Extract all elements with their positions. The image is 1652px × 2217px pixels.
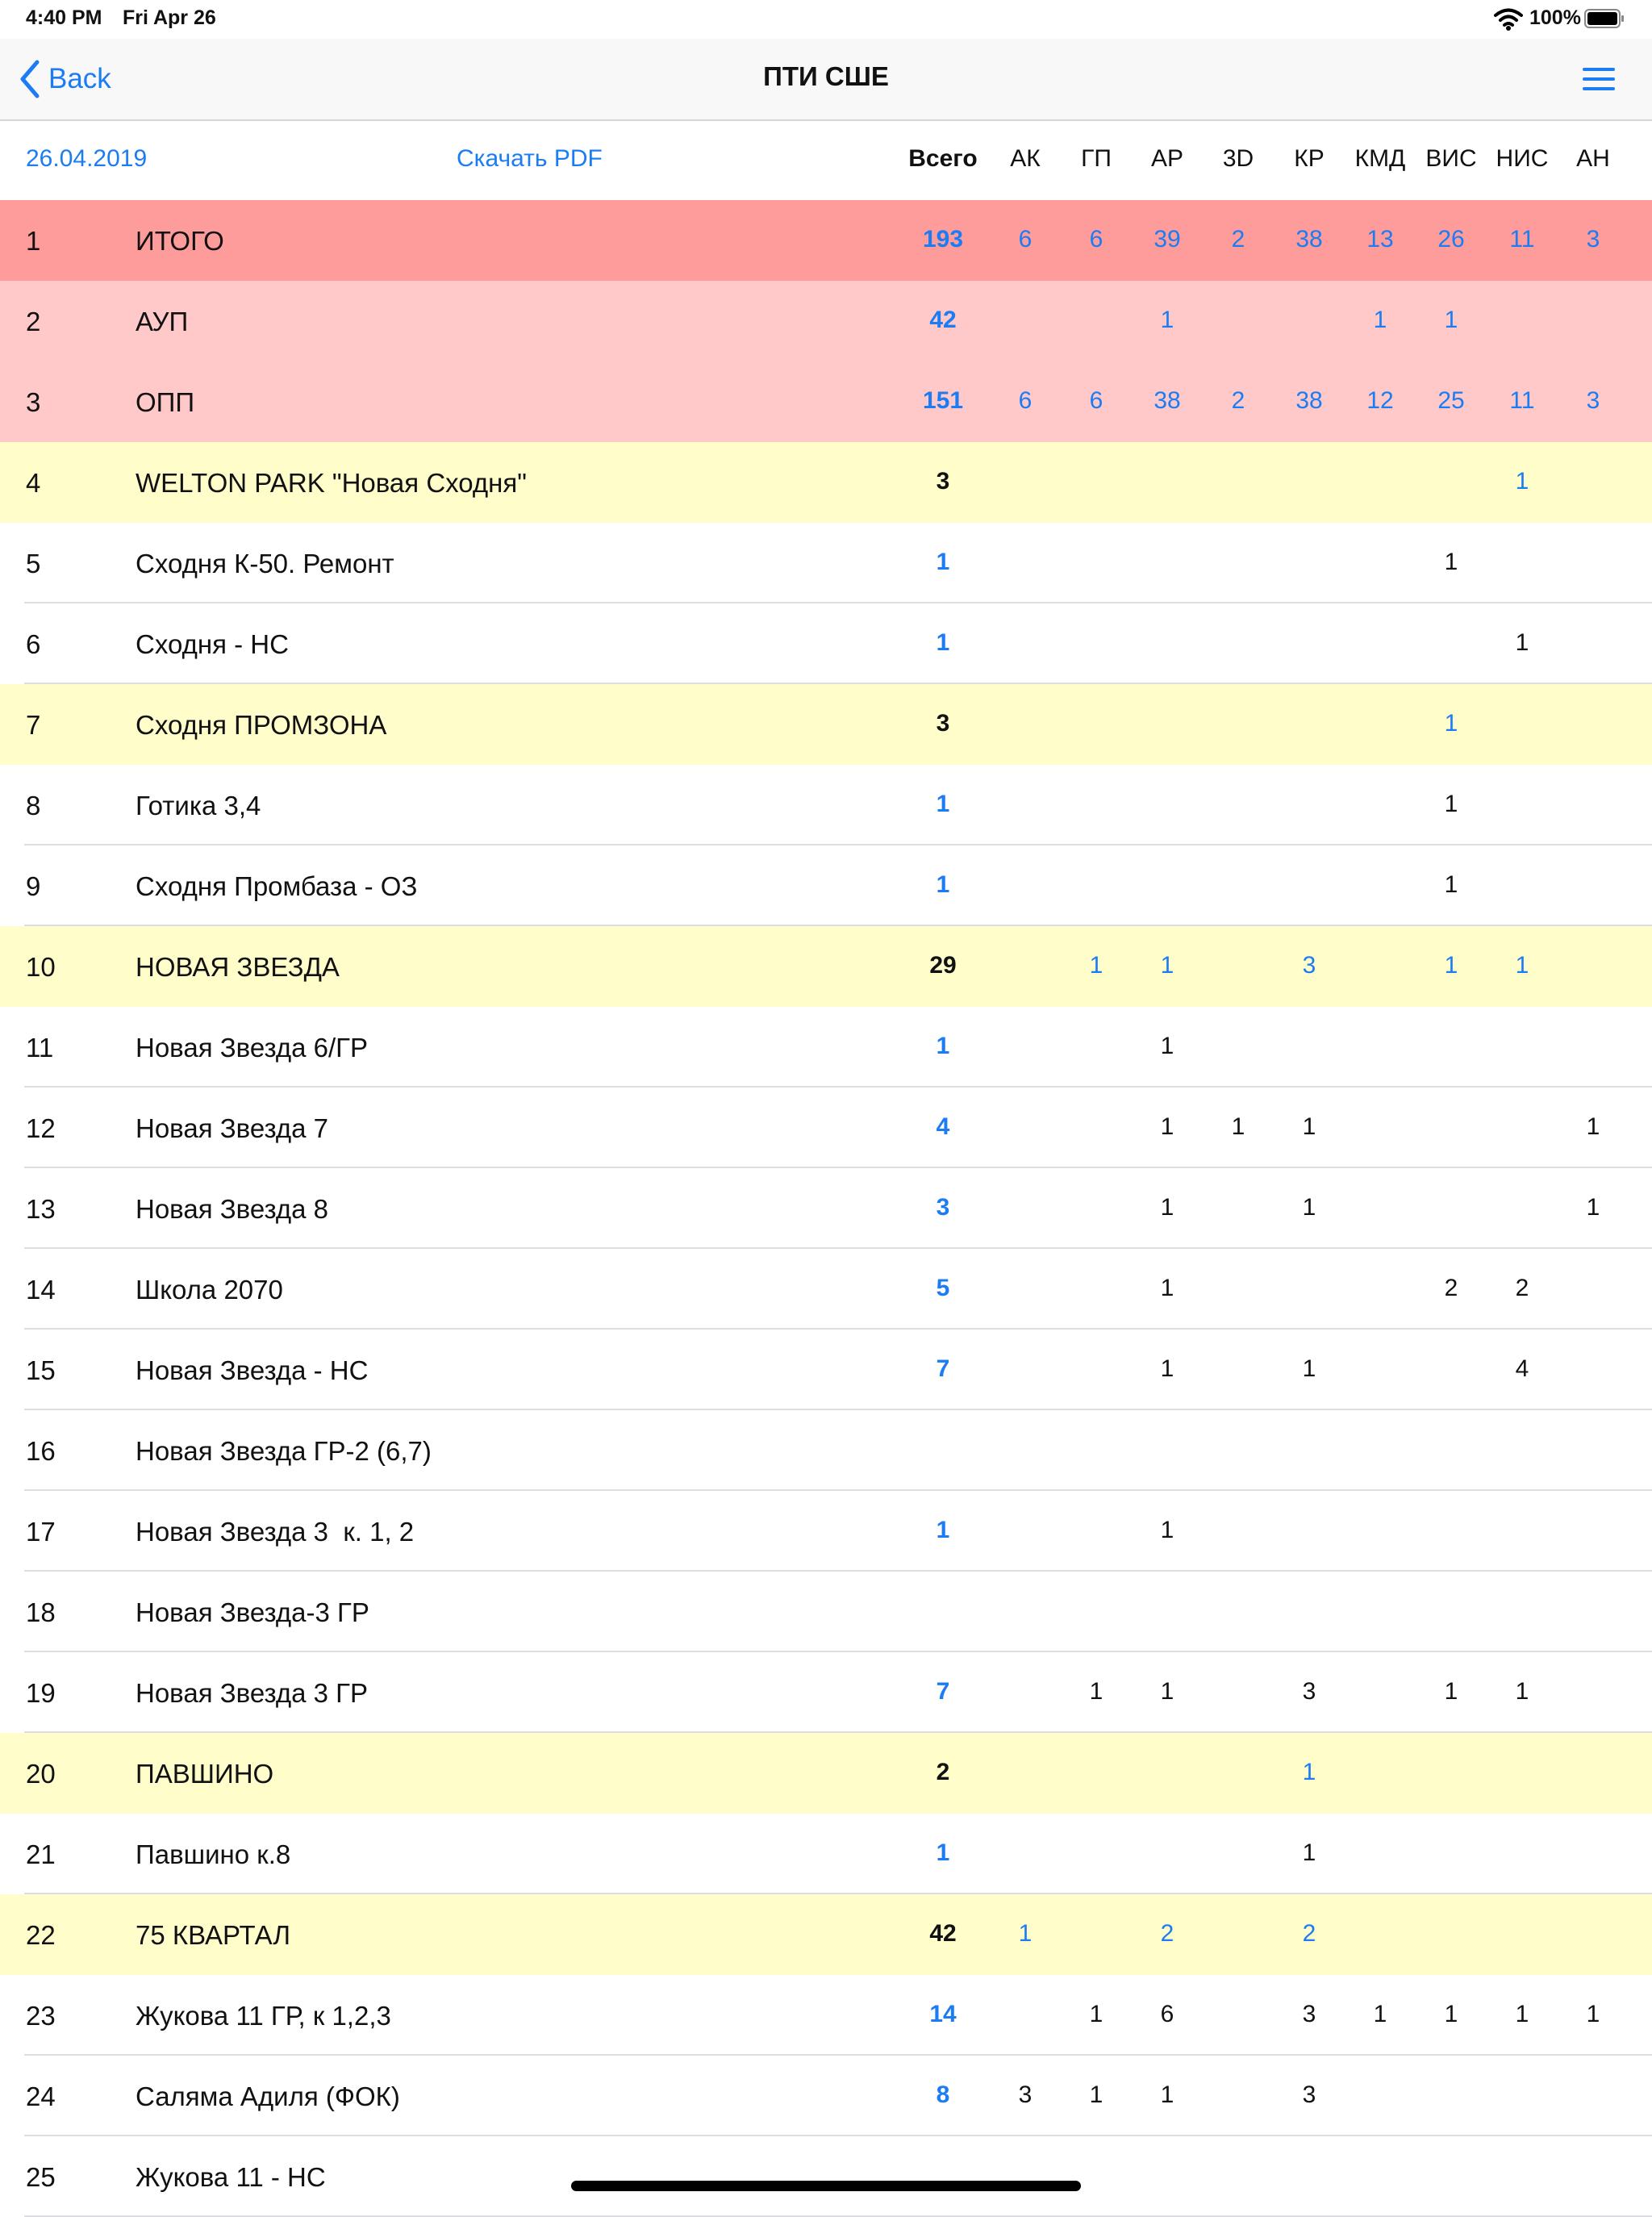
table-row[interactable]: [0, 1410, 1652, 1491]
cell-total[interactable]: 8: [936, 2081, 950, 2108]
download-pdf-link[interactable]: Скачать PDF: [457, 145, 603, 172]
cell-nis: 1: [1515, 629, 1529, 656]
table-row[interactable]: [0, 1007, 1652, 1088]
cell-vis: 1: [1444, 2001, 1458, 2027]
row-number: 1: [26, 226, 41, 256]
cell-nis[interactable]: 1: [1515, 468, 1529, 495]
table-row[interactable]: [0, 1814, 1652, 1894]
table-row[interactable]: [0, 1975, 1652, 2056]
cell-nis[interactable]: 11: [1509, 387, 1535, 414]
cell-ak[interactable]: 6: [1018, 226, 1032, 253]
cell-total[interactable]: 7: [936, 1355, 950, 1382]
cell-gp[interactable]: 6: [1089, 226, 1103, 253]
row-number: 17: [26, 1517, 56, 1547]
table-row[interactable]: [0, 1652, 1652, 1733]
cell-total[interactable]: 3: [936, 468, 950, 495]
cell-total[interactable]: 14: [929, 2001, 957, 2027]
table-row[interactable]: [0, 200, 1652, 281]
column-header-kmd: КМД: [1354, 145, 1406, 172]
date-selector[interactable]: 26.04.2019: [26, 145, 148, 172]
table-row[interactable]: [0, 1168, 1652, 1249]
row-name: ПАВШИНО: [136, 1759, 274, 1789]
cell-gp[interactable]: 1: [1089, 952, 1103, 979]
column-header-an: АН: [1576, 145, 1610, 172]
cell-ar[interactable]: 1: [1160, 952, 1174, 979]
table-row[interactable]: [0, 2136, 1652, 2217]
cell-kr: 3: [1302, 2081, 1316, 2108]
row-number: 6: [26, 629, 41, 659]
row-name: Саляма Адиля (ФОК): [136, 2081, 400, 2111]
cell-total[interactable]: 1: [936, 1033, 950, 1059]
cell-an: 1: [1586, 1194, 1600, 1221]
cell-total[interactable]: 1: [936, 1839, 950, 1866]
cell-an[interactable]: 3: [1586, 226, 1600, 253]
row-number: 25: [26, 2162, 56, 2192]
row-number: 16: [26, 1436, 56, 1466]
row-name: Жукова 11 ГР, к 1,2,3: [136, 2001, 391, 2031]
table-row[interactable]: [0, 1491, 1652, 1572]
wifi-icon: [1494, 8, 1523, 31]
cell-kr[interactable]: 38: [1295, 387, 1323, 414]
table-row[interactable]: [0, 1733, 1652, 1814]
cell-total[interactable]: 3: [936, 1194, 950, 1221]
table-row[interactable]: [0, 523, 1652, 603]
table-row[interactable]: [0, 442, 1652, 523]
status-time: 4:40 PM: [26, 6, 102, 29]
row-name: Сходня Промбаза - ОЗ: [136, 871, 418, 901]
column-header-nis: НИС: [1496, 145, 1549, 172]
table-row[interactable]: [0, 765, 1652, 845]
table-row[interactable]: [0, 1894, 1652, 1975]
row-number: 8: [26, 791, 41, 820]
row-name: Новая Звезда ГР-2 (6,7): [136, 1436, 432, 1466]
row-name: Новая Звезда 8: [136, 1194, 328, 1224]
back-label: Back: [48, 63, 111, 94]
table-header: [0, 121, 1652, 200]
row-name: Новая Звезда - НС: [136, 1355, 369, 1385]
table-body: [0, 200, 1652, 2192]
row-number: 15: [26, 1355, 56, 1385]
cell-an: 1: [1586, 2001, 1600, 2027]
row-number: 23: [26, 2001, 56, 2031]
table-row[interactable]: [0, 926, 1652, 1007]
cell-vis: 1: [1444, 1678, 1458, 1705]
row-number: 2: [26, 307, 41, 336]
battery-percent: 100%: [1529, 6, 1581, 29]
cell-nis: 2: [1515, 1275, 1529, 1301]
cell-ar[interactable]: 1: [1160, 307, 1174, 333]
cell-ar: 1: [1160, 1355, 1174, 1382]
cell-ar: 1: [1160, 1517, 1174, 1543]
cell-vis[interactable]: 1: [1444, 307, 1458, 333]
row-name: WELTON PARK "Новая Сходня": [136, 468, 527, 498]
cell-kmd: 1: [1373, 2001, 1387, 2027]
row-name: Новая Звезда 7: [136, 1113, 328, 1143]
column-header-gp: ГП: [1081, 145, 1112, 172]
table-row[interactable]: [0, 1330, 1652, 1410]
table-row[interactable]: [0, 1572, 1652, 1652]
row-name: Сходня - НС: [136, 629, 289, 659]
row-number: 12: [26, 1113, 56, 1143]
cell-3d[interactable]: 2: [1231, 387, 1245, 414]
cell-vis[interactable]: 26: [1437, 226, 1465, 253]
cell-ar[interactable]: 38: [1153, 387, 1181, 414]
cell-an: 1: [1586, 1113, 1600, 1140]
cell-kr: 1: [1302, 1194, 1316, 1221]
row-name: Школа 2070: [136, 1275, 283, 1305]
cell-gp: 1: [1089, 2001, 1103, 2027]
cell-vis[interactable]: 25: [1437, 387, 1465, 414]
table-row[interactable]: [0, 845, 1652, 926]
row-number: 14: [26, 1275, 56, 1305]
cell-gp: 1: [1089, 2081, 1103, 2108]
cell-total[interactable]: 29: [929, 952, 957, 979]
row-number: 11: [26, 1033, 54, 1063]
cell-kr: 1: [1302, 1355, 1316, 1382]
cell-total[interactable]: 2: [936, 1759, 950, 1785]
cell-total[interactable]: 5: [936, 1275, 950, 1301]
cell-total[interactable]: 1: [936, 791, 950, 817]
cell-kr[interactable]: 2: [1302, 1920, 1316, 1947]
navigation-bar: [0, 39, 1652, 121]
row-name: Новая Звезда-3 ГР: [136, 1597, 369, 1627]
row-number: 24: [26, 2081, 56, 2111]
cell-vis: 2: [1444, 1275, 1458, 1301]
row-name: 75 КВАРТАЛ: [136, 1920, 291, 1950]
cell-kmd[interactable]: 13: [1366, 226, 1394, 253]
cell-nis: 4: [1515, 1355, 1529, 1382]
cell-kmd[interactable]: 12: [1366, 387, 1394, 414]
row-name: ИТОГО: [136, 226, 224, 256]
cell-ar: 6: [1160, 2001, 1174, 2027]
row-number: 13: [26, 1194, 56, 1224]
row-name: НОВАЯ ЗВЕЗДА: [136, 952, 340, 982]
cell-total[interactable]: 193: [922, 226, 964, 253]
cell-kr: 3: [1302, 2001, 1316, 2027]
row-name: Новая Звезда 3 ГР: [136, 1678, 369, 1708]
cell-total[interactable]: 7: [936, 1678, 950, 1705]
row-name: АУП: [136, 307, 189, 336]
cell-ar: 1: [1160, 1033, 1174, 1059]
cell-total[interactable]: 1: [936, 629, 950, 656]
table-row[interactable]: [0, 2056, 1652, 2136]
table-row[interactable]: [0, 603, 1652, 684]
row-name: ОПП: [136, 387, 195, 417]
cell-kr[interactable]: 38: [1295, 226, 1323, 253]
cell-total[interactable]: 42: [929, 307, 957, 333]
cell-vis: 1: [1444, 549, 1458, 575]
row-number: 22: [26, 1920, 56, 1950]
row-number: 4: [26, 468, 41, 498]
cell-ak[interactable]: 6: [1018, 387, 1032, 414]
column-header-total: Всего: [908, 145, 978, 172]
status-date: Fri Apr 26: [123, 6, 216, 29]
row-name: Сходня ПРОМЗОНА: [136, 710, 387, 740]
cell-vis[interactable]: 1: [1444, 710, 1458, 737]
table-row[interactable]: [0, 1088, 1652, 1168]
cell-total[interactable]: 3: [936, 710, 950, 737]
cell-kr[interactable]: 3: [1302, 952, 1316, 979]
cell-an[interactable]: 3: [1586, 387, 1600, 414]
cell-total[interactable]: 1: [936, 871, 950, 898]
cell-kr: 3: [1302, 1678, 1316, 1705]
cell-kr: 1: [1302, 1113, 1316, 1140]
cell-nis: 1: [1515, 2001, 1529, 2027]
cell-total[interactable]: 1: [936, 1517, 950, 1543]
cell-ak[interactable]: 1: [1018, 1920, 1032, 1947]
cell-kr: 1: [1302, 1839, 1316, 1866]
cell-total[interactable]: 1: [936, 549, 950, 575]
cell-3d[interactable]: 2: [1231, 226, 1245, 253]
row-name: Новая Звезда 3 к. 1, 2: [136, 1517, 415, 1547]
row-number: 3: [26, 387, 41, 417]
row-name: Новая Звезда 6/ГР: [136, 1033, 369, 1063]
cell-ar: 1: [1160, 1678, 1174, 1705]
cell-gp: 1: [1089, 1678, 1103, 1705]
cell-vis: 1: [1444, 791, 1458, 817]
row-number: 19: [26, 1678, 56, 1708]
status-bar: [0, 0, 1652, 39]
cell-nis[interactable]: 11: [1509, 226, 1535, 253]
table-row[interactable]: [0, 361, 1652, 442]
row-number: 18: [26, 1597, 56, 1627]
cell-nis: 1: [1515, 1678, 1529, 1705]
row-number: 21: [26, 1839, 56, 1869]
cell-ak: 3: [1018, 2081, 1032, 2108]
column-header-ar: АР: [1150, 145, 1184, 172]
cell-vis[interactable]: 1: [1444, 952, 1458, 979]
row-number: 5: [26, 549, 41, 578]
cell-ar[interactable]: 2: [1160, 1920, 1174, 1947]
cell-kmd[interactable]: 1: [1373, 307, 1387, 333]
menu-icon[interactable]: [1583, 65, 1615, 94]
cell-gp[interactable]: 6: [1089, 387, 1103, 414]
cell-nis[interactable]: 1: [1515, 952, 1529, 979]
cell-total[interactable]: 4: [936, 1113, 950, 1140]
table-row[interactable]: [0, 281, 1652, 361]
column-header-kr: КР: [1294, 145, 1325, 172]
cell-ar: 1: [1160, 1194, 1174, 1221]
column-header-vis: ВИС: [1425, 145, 1477, 172]
cell-ar: 1: [1160, 1275, 1174, 1301]
cell-total[interactable]: 42: [929, 1920, 957, 1947]
battery-icon: [1584, 9, 1625, 28]
row-name: Павшино к.8: [136, 1839, 291, 1869]
cell-vis: 1: [1444, 871, 1458, 898]
cell-3d: 1: [1231, 1113, 1245, 1140]
cell-ar: 1: [1160, 1113, 1174, 1140]
cell-total[interactable]: 151: [922, 387, 964, 414]
row-number: 7: [26, 710, 41, 740]
cell-kr[interactable]: 1: [1302, 1759, 1316, 1785]
row-number: 20: [26, 1759, 56, 1789]
cell-ar: 1: [1160, 2081, 1174, 2108]
row-number: 9: [26, 871, 41, 901]
row-name: Жукова 11 - НС: [136, 2162, 326, 2192]
home-indicator: [571, 2181, 1081, 2191]
table-row[interactable]: [0, 1249, 1652, 1330]
row-number: 10: [26, 952, 56, 982]
row-name: Готика 3,4: [136, 791, 261, 820]
column-header-3d: 3D: [1222, 145, 1254, 172]
row-name: Сходня К-50. Ремонт: [136, 549, 394, 578]
cell-ar[interactable]: 39: [1153, 226, 1181, 253]
page-title: ПТИ СШЕ: [763, 61, 889, 91]
column-header-ak: АК: [1010, 145, 1041, 172]
table-row[interactable]: [0, 684, 1652, 765]
